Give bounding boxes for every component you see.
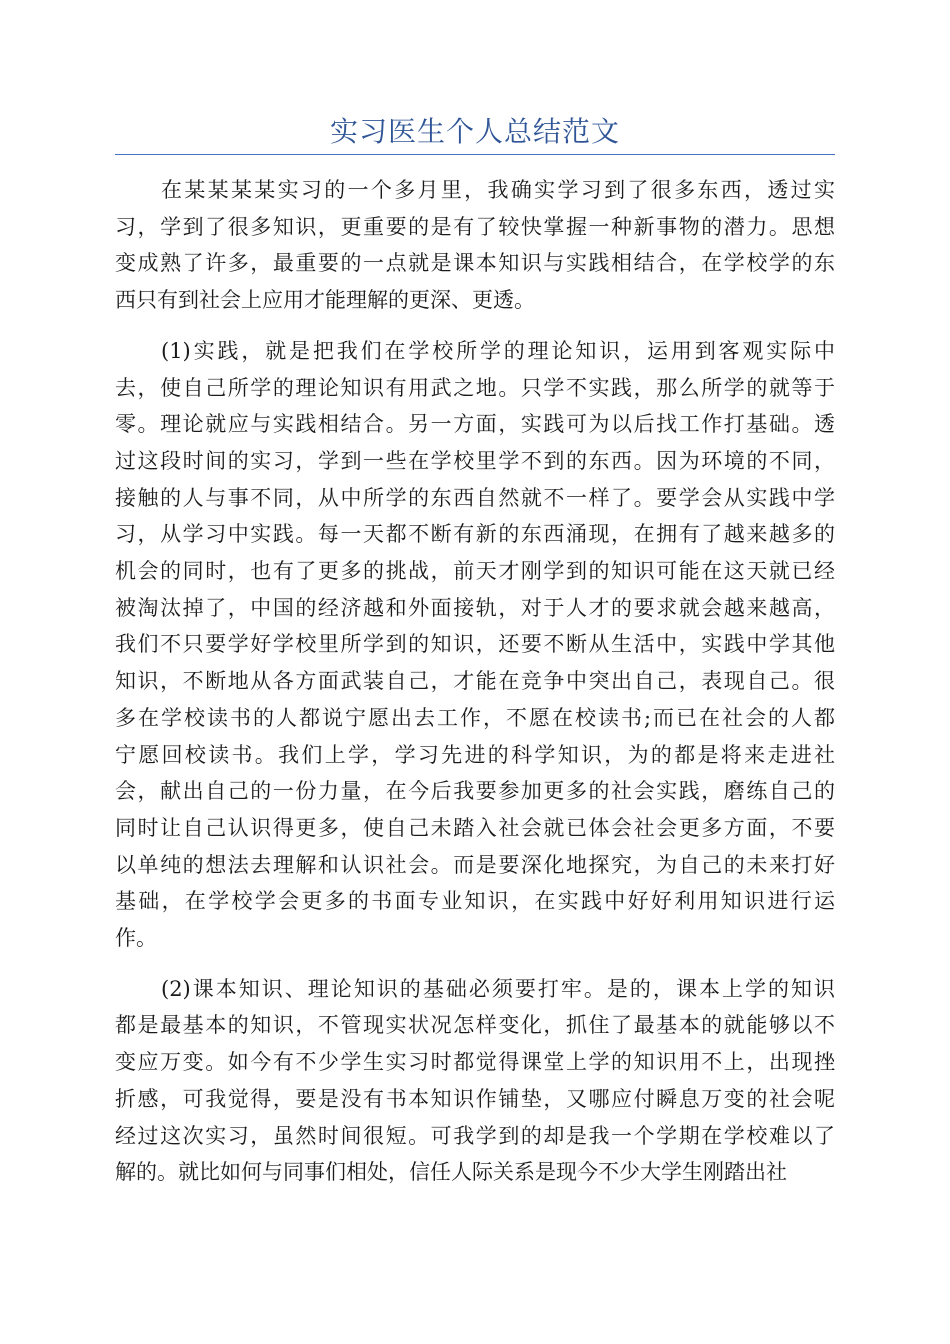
paragraph-line: 零。理论就应与实践相结合。另一方面，实践可为以后找工作打基础。透	[115, 412, 835, 437]
paragraph-line: 我们不只要学好学校里所学到的知识，还要不断从生活中，实践中学其他	[115, 632, 835, 657]
body-paragraph	[115, 172, 835, 319]
paragraph-line: 折感，可我觉得，要是没有书本知识作铺垫，又哪应付瞬息万变的社会呢	[115, 1086, 835, 1111]
paragraph-line: 同时让自己认识得更多，使自己未踏入社会就已体会社会更多方面，不要	[115, 815, 835, 840]
body-paragraph	[115, 333, 835, 957]
paragraph-line: 基础，在学校学会更多的书面专业知识，在实践中好好利用知识进行运	[115, 889, 835, 914]
paragraph-line: 知识，不断地从各方面武装自己，才能在竞争中突出自己，表现自己。很	[115, 669, 835, 694]
paragraph-line: 都是最基本的知识，不管现实状况怎样变化，抓住了最基本的就能够以不	[115, 1013, 835, 1038]
paragraph-line: 过这段时间的实习，学到一些在学校里学不到的东西。因为环境的不同，	[115, 448, 835, 473]
paragraph-line: 接触的人与事不同，从中所学的东西自然就不一样了。要学会从实践中学	[115, 485, 835, 510]
body-paragraph	[115, 971, 835, 1191]
paragraph-line: 习，从学习中实践。每一天都不断有新的东西涌现，在拥有了越来越多的	[115, 522, 835, 547]
paragraph-line: 解的。就比如何与同事们相处，信任人际关系是现今不少大学生刚踏出社	[115, 1160, 787, 1185]
paragraph-line: 去，使自己所学的理论知识有用武之地。只学不实践，那么所学的就等于	[115, 375, 835, 400]
paragraph-line: 经过这次实习，虽然时间很短。可我学到的却是我一个学期在学校难以了	[115, 1123, 835, 1148]
document-title: 实习医生个人总结范文	[329, 115, 620, 148]
paragraph-line: 宁愿回校读书。我们上学，学习先进的科学知识，为的都是将来走进社	[115, 742, 835, 767]
paragraph-line: (2)课本知识、理论知识的基础必须要打牢。是的，课本上学的知识	[161, 976, 835, 1001]
paragraph-line: 被淘汰掉了，中国的经济越和外面接轨，对于人才的要求就会越来越高，	[115, 595, 835, 620]
paragraph-line: 变应万变。如今有不少学生实习时都觉得课堂上学的知识用不上，出现挫	[115, 1050, 835, 1075]
paragraph-line: (1)实践，就是把我们在学校所学的理论知识，运用到客观实际中	[161, 338, 835, 363]
paragraph-line: 变成熟了许多，最重要的一点就是课本知识与实践相结合，在学校学的东	[115, 251, 835, 276]
paragraph-line: 在某某某某实习的一个多月里，我确实学习到了很多东西，透过实	[161, 178, 835, 202]
document-body	[115, 172, 835, 1205]
paragraph-line: 多在学校读书的人都说宁愿出去工作，不愿在校读书;而已在社会的人都	[115, 705, 835, 730]
paragraph-line: 机会的同时，也有了更多的挑战，前天才刚学到的知识可能在这天就已经	[115, 559, 835, 584]
paragraph-line: 作。	[115, 926, 157, 951]
paragraph-line: 习，学到了很多知识，更重要的是有了较快掌握一种新事物的潜力。思想	[115, 214, 835, 239]
paragraph-line: 以单纯的想法去理解和认识社会。而是要深化地探究，为自己的未来打好	[115, 852, 835, 877]
paragraph-line: 西只有到社会上应用才能理解的更深、更透。	[115, 288, 535, 313]
paragraph-line: 会，献出自己的一份力量，在今后我要参加更多的社会实践，磨练自己的	[115, 779, 835, 804]
title-underline	[115, 154, 835, 155]
